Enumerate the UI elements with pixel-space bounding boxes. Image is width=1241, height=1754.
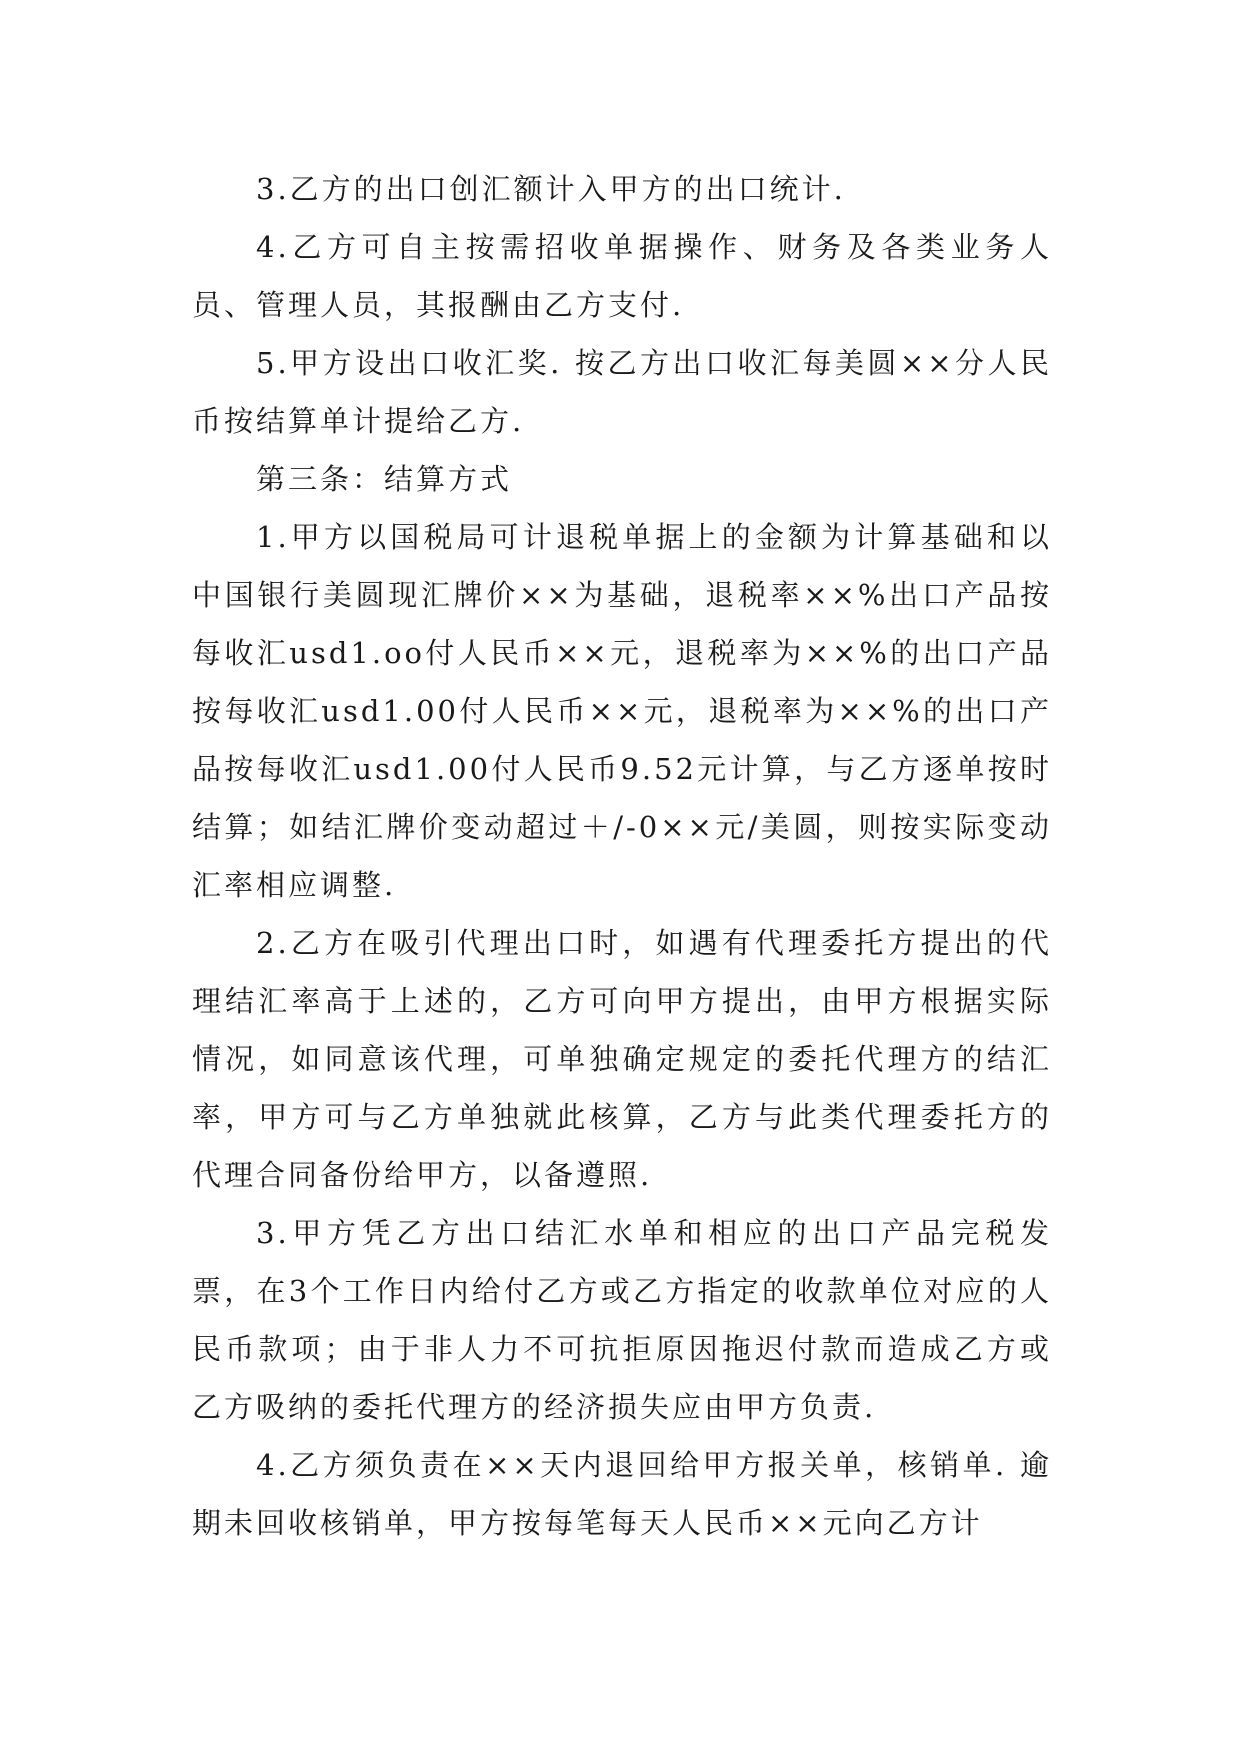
section-heading-article-3: 第三条：结算方式	[256, 462, 513, 496]
document-body	[192, 160, 1052, 1552]
paragraph-clause-2-5: 5.甲方设出口收汇奖. 按乙方出口收汇每美圆××分人民币按结算单计提给乙方.	[192, 346, 1052, 438]
paragraph-clause-2-4: 4.乙方可自主按需招收单据操作、财务及各类业务人员、管理人员，其报酬由乙方支付.	[192, 230, 1052, 322]
paragraph-clause-2-3: 3.乙方的出口创汇额计入甲方的出口统计.	[256, 172, 846, 206]
paragraph-clause-3-2: 2.乙方在吸引代理出口时，如遇有代理委托方提出的代理结汇率高于上述的，乙方可向甲方提出，由甲方根据实际情况，如同意该代理，可单独确定规定的委托代理方的结汇率，甲方可与乙方单独就此核算，乙方与此类代理委托方的代理合同备份给甲方，以备遵照.	[192, 926, 1052, 1192]
paragraph-clause-3-4: 4.乙方须负责在××天内退回给甲方报关单，核销单. 逾期未回收核销单，甲方按每笔每天人民币××元向乙方计	[192, 1448, 1052, 1540]
paragraph-clause-3-1: 1.甲方以国税局可计退税单据上的金额为计算基础和以中国银行美圆现汇牌价××为基础，退税率××%出口产品按每收汇usd1.oo付人民币××元，退税率为××%的出口产品按每收汇usd1.00付人民币××元，退税率为××%的出口产品按每收汇usd1.00付人民币9.52元计算，与乙方逐单按时结算；如结汇牌价变动超过＋/-0××元/美圆，则按实际变动汇率相应调整.	[192, 520, 1052, 902]
paragraph-clause-3-3: 3.甲方凭乙方出口结汇水单和相应的出口产品完税发票，在3个工作日内给付乙方或乙方指定的收款单位对应的人民币款项；由于非人力不可抗拒原因拖迟付款而造成乙方或乙方吸纳的委托代理方的经济损失应由甲方负责.	[192, 1216, 1052, 1424]
